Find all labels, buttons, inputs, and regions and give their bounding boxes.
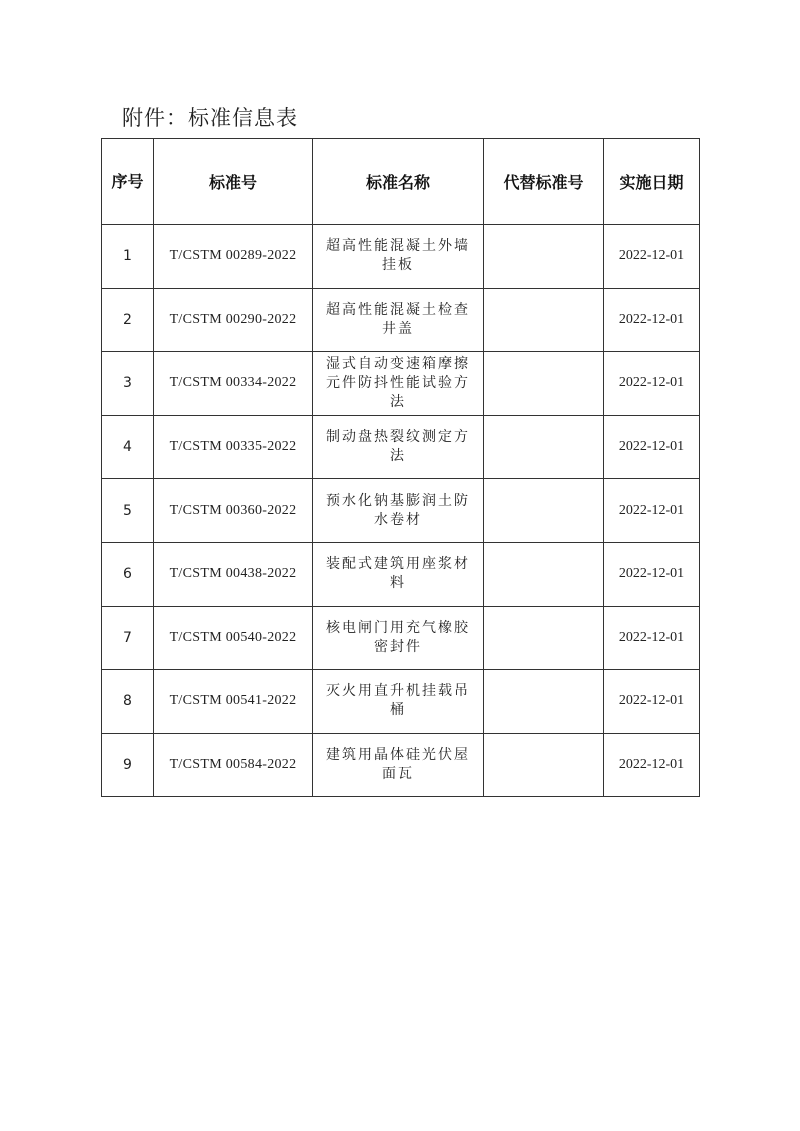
cell-standard-number: T/CSTM 00540-2022 (154, 606, 313, 670)
table-row (102, 352, 700, 416)
cell-implementation-date: 2022-12-01 (604, 288, 700, 352)
table-row (102, 479, 700, 543)
cell-standard-number: T/CSTM 00541-2022 (154, 670, 313, 734)
cell-replaced-standard (484, 415, 604, 479)
cell-seq: 3 (102, 352, 154, 416)
table-row (102, 733, 700, 797)
cell-standard-number: T/CSTM 00335-2022 (154, 415, 313, 479)
cell-standard-name: 制动盘热裂纹测定方法 (313, 415, 484, 479)
cell-standard-name: 建筑用晶体硅光伏屋面瓦 (313, 733, 484, 797)
cell-seq: 5 (102, 479, 154, 543)
cell-seq: 8 (102, 670, 154, 734)
cell-standard-name: 湿式自动变速箱摩擦元件防抖性能试验方法 (313, 352, 484, 416)
header-standard-name: 标准名称 (313, 139, 484, 225)
table-header-row (102, 139, 700, 225)
cell-standard-name: 超高性能混凝土检查井盖 (313, 288, 484, 352)
cell-seq: 6 (102, 542, 154, 606)
cell-seq: 7 (102, 606, 154, 670)
cell-standard-number: T/CSTM 00289-2022 (154, 225, 313, 289)
cell-replaced-standard (484, 352, 604, 416)
cell-implementation-date: 2022-12-01 (604, 225, 700, 289)
cell-standard-name: 超高性能混凝土外墙挂板 (313, 225, 484, 289)
table-row (102, 288, 700, 352)
cell-standard-number: T/CSTM 00438-2022 (154, 542, 313, 606)
standards-info-table (101, 138, 700, 797)
cell-standard-name: 灭火用直升机挂载吊桶 (313, 670, 484, 734)
cell-replaced-standard (484, 733, 604, 797)
cell-implementation-date: 2022-12-01 (604, 733, 700, 797)
table-row (102, 606, 700, 670)
cell-seq: 9 (102, 733, 154, 797)
cell-standard-number: T/CSTM 00584-2022 (154, 733, 313, 797)
cell-standard-name: 核电闸门用充气橡胶密封件 (313, 606, 484, 670)
table-row (102, 670, 700, 734)
header-implementation-date: 实施日期 (604, 139, 700, 225)
header-replaced-standard: 代替标准号 (484, 139, 604, 225)
cell-seq: 1 (102, 225, 154, 289)
cell-replaced-standard (484, 542, 604, 606)
cell-implementation-date: 2022-12-01 (604, 352, 700, 416)
cell-replaced-standard (484, 670, 604, 734)
table-row (102, 415, 700, 479)
table-row (102, 225, 700, 289)
cell-implementation-date: 2022-12-01 (604, 542, 700, 606)
cell-standard-name: 预水化钠基膨润土防水卷材 (313, 479, 484, 543)
cell-standard-number: T/CSTM 00360-2022 (154, 479, 313, 543)
cell-seq: 4 (102, 415, 154, 479)
page-title: 附件：标准信息表 (122, 106, 298, 130)
cell-replaced-standard (484, 225, 604, 289)
cell-standard-name: 装配式建筑用座浆材料 (313, 542, 484, 606)
cell-replaced-standard (484, 479, 604, 543)
cell-implementation-date: 2022-12-01 (604, 479, 700, 543)
cell-standard-number: T/CSTM 00334-2022 (154, 352, 313, 416)
cell-standard-number: T/CSTM 00290-2022 (154, 288, 313, 352)
header-standard-number: 标准号 (154, 139, 313, 225)
cell-implementation-date: 2022-12-01 (604, 670, 700, 734)
cell-replaced-standard (484, 288, 604, 352)
header-seq: 序号 (102, 139, 154, 225)
cell-replaced-standard (484, 606, 604, 670)
cell-seq: 2 (102, 288, 154, 352)
cell-implementation-date: 2022-12-01 (604, 415, 700, 479)
cell-implementation-date: 2022-12-01 (604, 606, 700, 670)
table-row (102, 542, 700, 606)
